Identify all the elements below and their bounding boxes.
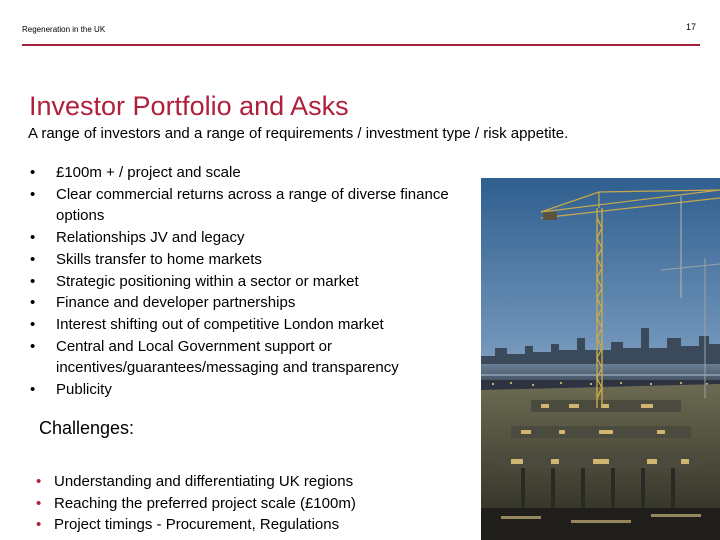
list-item: • £100m + / project and scale (30, 162, 480, 184)
list-item: • Publicity (30, 379, 480, 401)
slide-subtitle: A range of investors and a range of requirements / investment type / risk appetite. (28, 125, 569, 142)
list-item: • Central and Local Government support or incentives/guarantees/messaging and transparency (30, 336, 480, 379)
slide-title: Investor Portfolio and Asks (29, 91, 349, 122)
list-item: • Clear commercial returns across a range of diverse finance options (30, 184, 480, 227)
investor-asks-list (30, 162, 480, 401)
list-item: • Finance and developer partnerships (30, 292, 480, 314)
challenges-list (36, 471, 476, 536)
list-item: • Relationships JV and legacy (30, 227, 480, 249)
header-divider (22, 44, 700, 46)
list-item: • Interest shifting out of competitive London market (30, 314, 480, 336)
list-item: • Project timings - Procurement, Regulations (36, 514, 476, 536)
list-item: • Understanding and differentiating UK regions (36, 471, 476, 493)
list-item: • Skills transfer to home markets (30, 249, 480, 271)
page-number: 17 (685, 22, 696, 32)
list-item: • Strategic positioning within a sector or market (30, 271, 480, 293)
challenges-heading: Challenges: (39, 418, 135, 438)
list-item: • Reaching the preferred project scale (£100m) (36, 493, 476, 515)
construction-site-photo (481, 178, 720, 540)
header-section-label: Regeneration in the UK (22, 25, 106, 34)
